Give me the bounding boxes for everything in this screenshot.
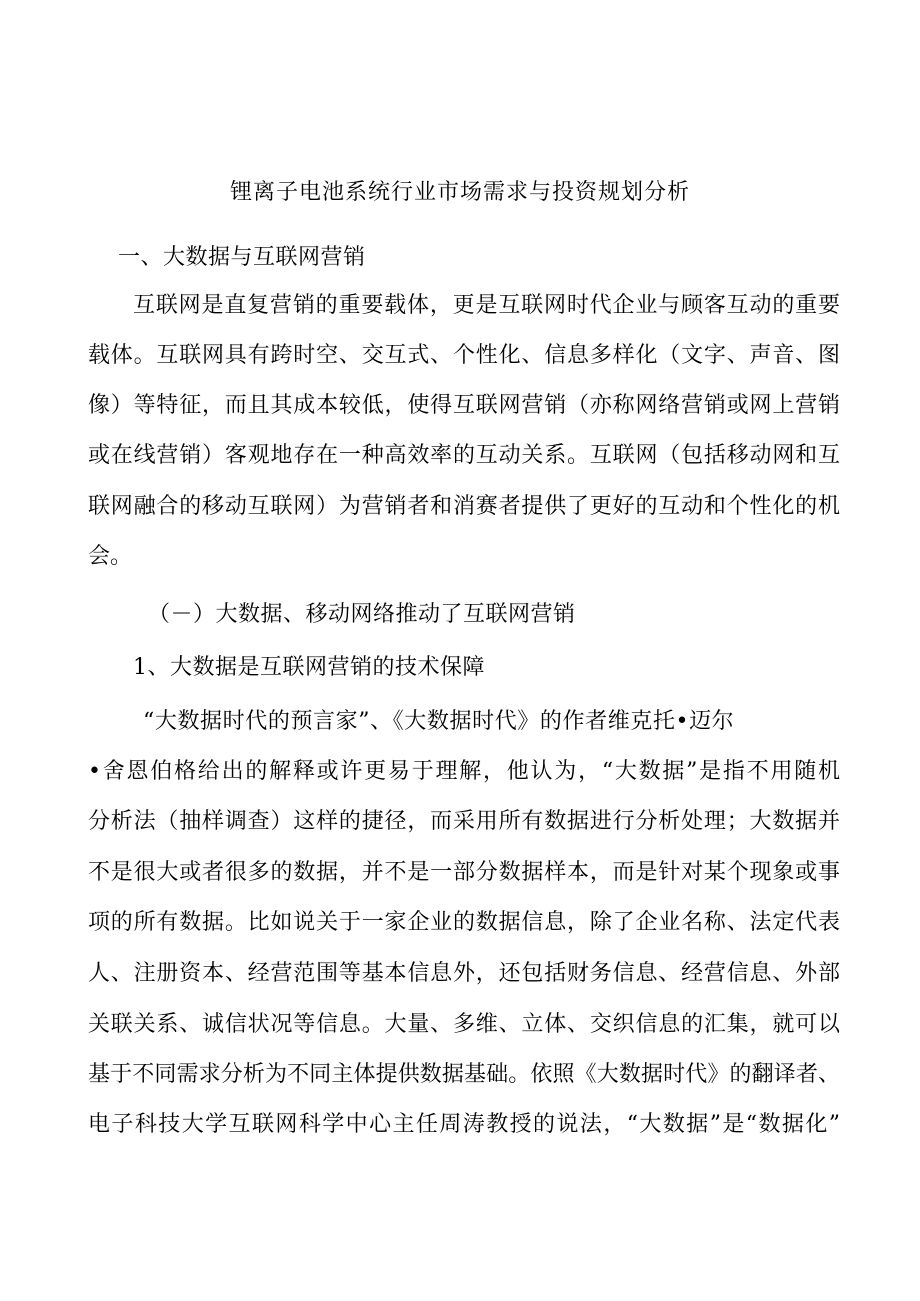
paragraph-line: 会。 bbox=[88, 544, 133, 569]
paragraph-line: “大数据时代的预言家”、《大数据时代》的作者维克托•迈尔 bbox=[143, 709, 735, 734]
paragraph-line: 互联网是直复营销的重要载体，更是互联网时代企业与顾客互动的重要 bbox=[133, 293, 840, 318]
paragraph-line: 载体。互联网具有跨时空、交互式、个性化、信息多样化（文字、声音、图 bbox=[88, 343, 840, 368]
paragraph-line: 项的所有数据。比如说关于一家企业的数据信息，除了企业名称、法定代表 bbox=[88, 910, 840, 935]
item-heading: 1、大数据是互联网营销的技术保障 bbox=[133, 655, 485, 680]
paragraph-line: •舍恩伯格给出的解释或许更易于理解，他认为，“大数据”是指不用随机 bbox=[88, 759, 840, 784]
section-heading: 一、大数据与互联网营销 bbox=[118, 245, 366, 270]
subsection-heading: （－）大数据、移动网络推动了互联网营销 bbox=[148, 602, 576, 627]
paragraph-line: 或在线营销）客观地存在一种高效率的互动关系。互联网（包括移动网和互 bbox=[88, 443, 840, 468]
paragraph-line: 人、注册资本、经营范围等基本信息外，还包括财务信息、经营信息、外部 bbox=[88, 961, 840, 986]
paragraph-line: 基于不同需求分析为不同主体提供数据基础。依照《大数据时代》的翻译者、 bbox=[88, 1062, 840, 1087]
paragraph-line: 联网融合的移动互联网）为营销者和消赛者提供了更好的互动和个性化的机 bbox=[88, 494, 840, 519]
paragraph-line: 不是很大或者很多的数据，并不是一部分数据样本，而是针对某个现象或事 bbox=[88, 860, 840, 885]
paragraph-line: 像）等特征，而且其成本较低，使得互联网营销（亦称网络营销或网上营销 bbox=[88, 393, 840, 418]
document-title: 锂离子电池系统行业市场需求与投资规划分析 bbox=[229, 180, 690, 205]
paragraph-line: 电子科技大学互联网科学中心主任周涛教授的说法，“大数据”是“数据化” bbox=[88, 1112, 840, 1137]
paragraph-line: 关联关系、诚信状况等信息。大量、多维、立体、交织信息的汇集，就可以 bbox=[88, 1012, 840, 1037]
paragraph-line: 分析法（抽样调查）这样的捷径，而采用所有数据进行分析处理；大数据并 bbox=[88, 809, 840, 834]
